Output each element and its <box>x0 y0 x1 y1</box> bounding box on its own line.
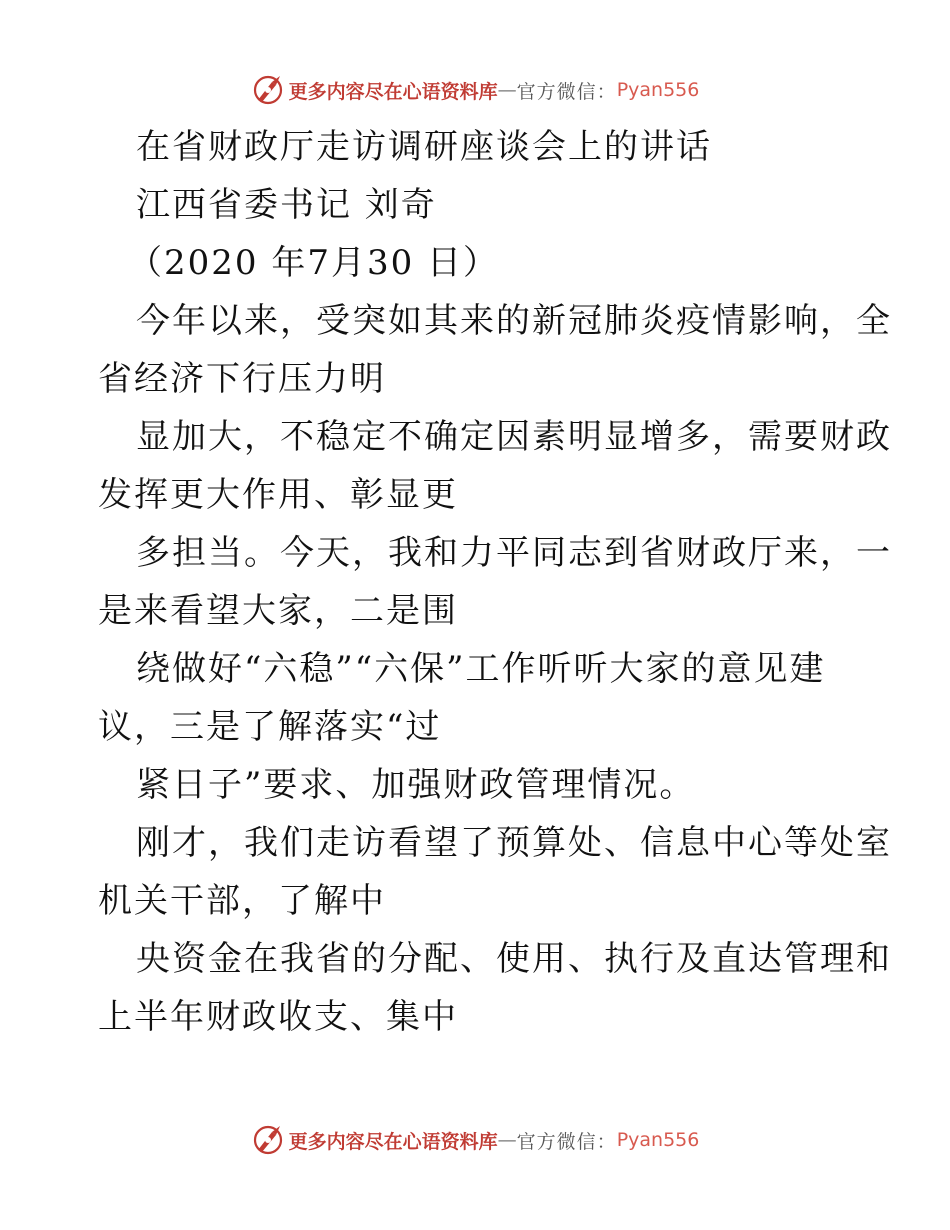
watermark-official: 官方微信： <box>516 1130 617 1153</box>
paragraph-line: 紧日子”要求、加强财政管理情况。 <box>136 765 696 805</box>
paragraph-line: 发挥更大作用、彰显更 <box>98 475 458 515</box>
watermark-official: 官方微信： <box>516 80 617 103</box>
watermark-id: Pyan556 <box>616 79 700 101</box>
document-body <box>98 118 892 1046</box>
quill-pen-circle-icon <box>251 73 285 107</box>
footer-watermark <box>0 1120 950 1160</box>
paragraph-line: 刚才，我们走访看望了预算处、信息中心等处室 <box>136 823 892 863</box>
paragraph-line: 上半年财政收支、集中 <box>98 997 458 1037</box>
watermark-brand: 更多内容尽在心语资料库 <box>288 80 498 103</box>
paragraph-line: 省经济下行压力明 <box>98 359 386 399</box>
watermark-id: Pyan556 <box>616 1129 700 1151</box>
document-date: （2020 年7月30 日） <box>128 243 500 283</box>
paragraph-line: 今年以来，受突如其来的新冠肺炎疫情影响，全 <box>136 301 892 341</box>
paragraph-line: 议，三是了解落实“过 <box>98 707 442 747</box>
paragraph-line: 绕做好“六稳”“六保”工作听听大家的意见建 <box>136 649 826 689</box>
paragraph-line: 央资金在我省的分配、使用、执行及直达管理和 <box>136 939 892 979</box>
quill-pen-circle-icon <box>251 1123 285 1157</box>
document-author: 江西省委书记 刘奇 <box>136 185 437 225</box>
paragraph-line: 显加大，不稳定不确定因素明显增多，需要财政 <box>136 417 892 457</box>
watermark-dash: — <box>497 1129 517 1151</box>
watermark-dash: — <box>497 79 517 101</box>
document-title: 在省财政厅走访调研座谈会上的讲话 <box>136 127 712 167</box>
paragraph-line: 机关干部，了解中 <box>98 881 386 921</box>
watermark-brand: 更多内容尽在心语资料库 <box>288 1130 498 1153</box>
paragraph-line: 多担当。今天，我和力平同志到省财政厅来，一 <box>136 533 892 573</box>
paragraph-line: 是来看望大家，二是围 <box>98 591 458 631</box>
header-watermark <box>0 70 950 110</box>
